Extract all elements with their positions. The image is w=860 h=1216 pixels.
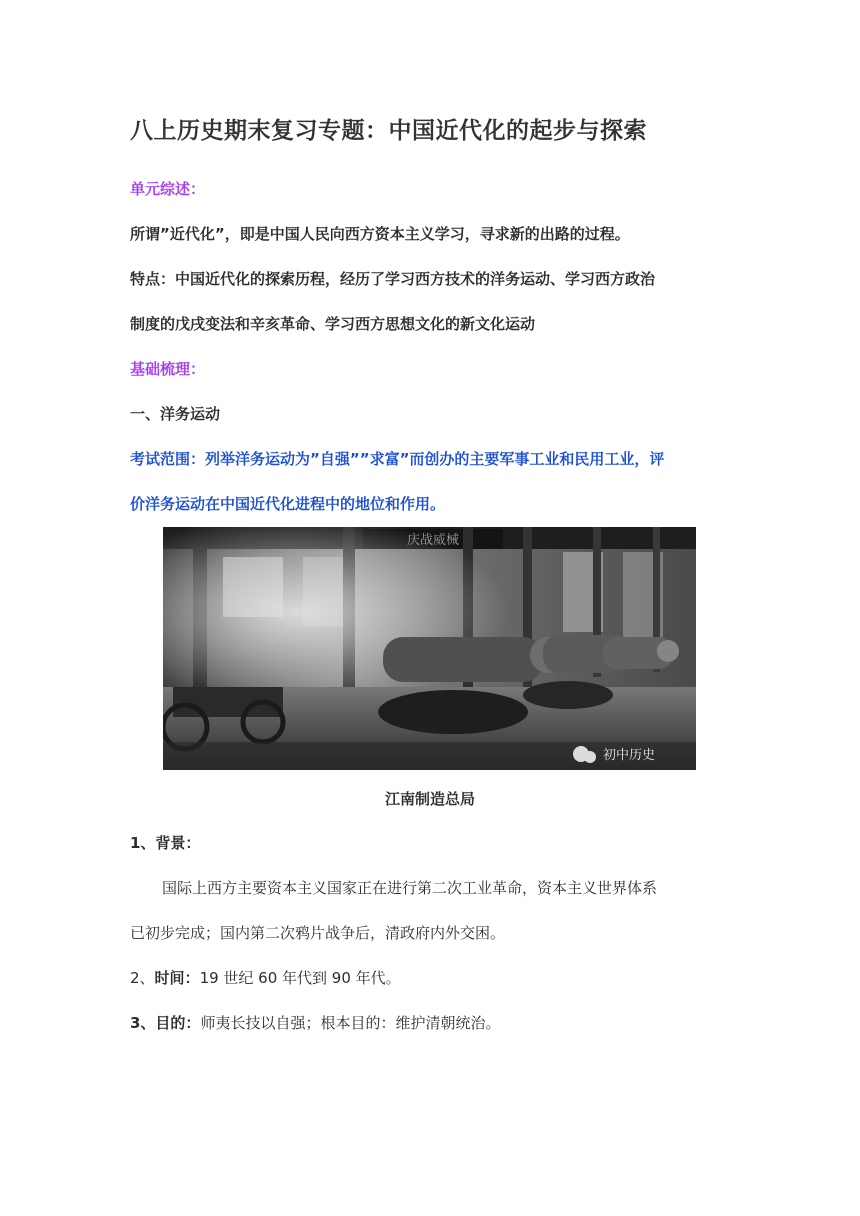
item2-label: 时间： (154, 969, 200, 987)
overview-line-1: 所谓”近代化”，即是中国人民向西方资本主义学习，寻求新的出路的过程。 (130, 225, 630, 243)
photo-watermark: 初中历史 (603, 748, 656, 763)
exam-scope-line-1: 考试范围：列举洋务运动为”自强””求富”而创办的主要军事工业和民用工业，评 (130, 450, 665, 468)
part1-heading: 一、洋务运动 (130, 405, 221, 423)
item3-label: 3、目的： (130, 1014, 201, 1032)
exam-scope-line-2: 价洋务运动在中国近代化进程中的地位和作用。 (130, 495, 446, 513)
item3-row (130, 1012, 740, 1033)
jiangnan-arsenal-photo (163, 527, 696, 770)
item2-text: 19 世纪 60 年代到 90 年代。 (199, 969, 401, 987)
item1-text-line-1: 国际上西方主要资本主义国家正在进行第二次工业革命，资本主义世界体系 (162, 879, 658, 897)
item2-number: 2、 (130, 969, 155, 987)
item1-label: 1、背景： (130, 834, 201, 852)
overview-line-3: 制度的戊戌变法和辛亥革命、学习西方思想文化的新文化运动 (130, 315, 536, 333)
item1-text-line-2: 已初步完成；国内第二次鸦片战争后，清政府内外交困。 (130, 924, 506, 942)
photo-caption: 江南制造总局 (384, 790, 475, 808)
overview-line-2: 特点：中国近代化的探索历程，经历了学习西方技术的洋务运动、学习西方政治 (130, 270, 656, 288)
item3-text: 师夷长技以自强；根本目的：维护清朝统治。 (200, 1014, 501, 1032)
page-title: 八上历史期末复习专题：中国近代化的起步与探索 (130, 118, 647, 144)
overview-heading: 单元综述： (130, 180, 206, 198)
item2-row (130, 967, 740, 988)
basics-heading: 基础梳理： (130, 360, 206, 378)
